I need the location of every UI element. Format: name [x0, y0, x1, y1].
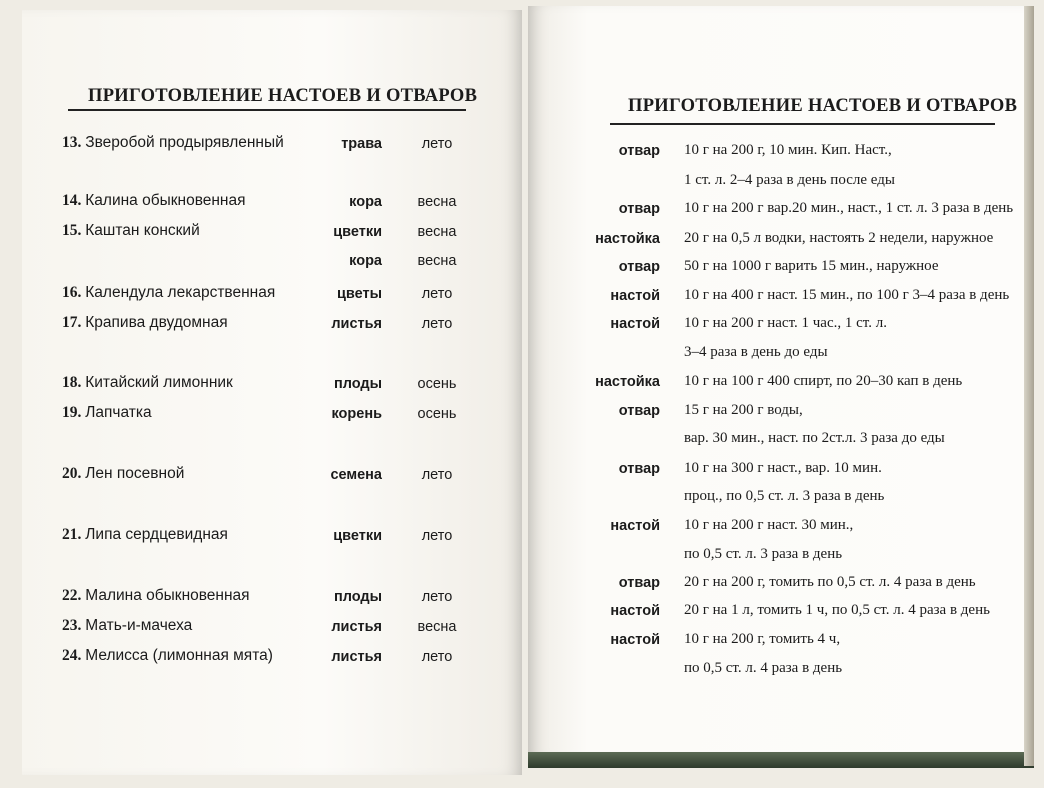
recipe-text: 15 г на 200 г воды, [684, 402, 803, 418]
preparation-method: настой [610, 632, 660, 648]
herb-name-text: Калина обыкновенная [85, 192, 246, 209]
left-header-rule [68, 109, 466, 111]
herb-number: 16. [62, 284, 82, 301]
plant-part: листья [331, 619, 382, 635]
preparation-method: настой [610, 316, 660, 332]
herb-name [62, 587, 250, 605]
harvest-season: лето [421, 467, 453, 483]
herb-name [62, 222, 200, 240]
plant-part: корень [331, 406, 382, 422]
herb-number: 15. [62, 222, 82, 239]
herb-name [62, 526, 228, 544]
herb-name [62, 647, 273, 665]
harvest-season: лето [421, 136, 453, 152]
herb-number: 13. [62, 134, 82, 151]
herb-number: 23. [62, 617, 82, 634]
plant-part: листья [331, 316, 382, 332]
recipe-text: по 0,5 ст. л. 4 раза в день [684, 660, 843, 676]
herb-number: 20. [62, 465, 82, 482]
herb-name-text: Липа сердцевидная [85, 526, 228, 543]
plant-part: семена [330, 467, 382, 483]
herb-name [62, 404, 152, 422]
right-page-header: ПРИГОТОВЛЕНИЕ НАСТОЕВ И ОТВАРОВ [628, 96, 1018, 116]
preparation-method: настойка [595, 231, 660, 247]
herb-name-text: Лапчатка [85, 404, 152, 421]
herb-number: 17. [62, 314, 82, 331]
herb-name [62, 192, 246, 210]
recipe-text: 10 г на 200 г наст. 30 мин., [684, 517, 854, 533]
preparation-method: настой [610, 288, 660, 304]
herb-number: 18. [62, 374, 82, 391]
herb-number: 14. [62, 192, 82, 209]
herb-number: 22. [62, 587, 82, 604]
recipe-text: проц., по 0,5 ст. л. 3 раза в день [684, 488, 885, 504]
preparation-method: отвар [618, 201, 660, 217]
herb-name-text: Календула лекарственная [85, 284, 276, 301]
recipe-text: 10 г на 300 г наст., вар. 10 мин. [684, 460, 882, 476]
herb-name-text: Каштан конский [85, 222, 200, 239]
recipe-text: 10 г на 100 г 400 спирт, по 20–30 кап в день [684, 373, 963, 389]
plant-part: цветы [337, 286, 382, 302]
preparation-method: отвар [618, 143, 660, 159]
harvest-season: осень [417, 406, 457, 422]
harvest-season: лето [421, 589, 453, 605]
recipe-text: 10 г на 200 г наст. 1 час., 1 ст. л. [684, 315, 887, 331]
herb-number: 21. [62, 526, 82, 543]
book-page-edges [1024, 6, 1034, 766]
recipe-text: 3–4 раза в день до еды [684, 344, 828, 360]
herb-name [62, 314, 228, 332]
harvest-season: весна [417, 194, 457, 210]
recipe-text: 10 г на 400 г наст. 15 мин., по 100 г 3–4 раза в день [684, 287, 1010, 303]
preparation-method: настой [610, 518, 660, 534]
recipe-text: 20 г на 1 л, томить 1 ч, по 0,5 ст. л. 4 раза в день [684, 602, 990, 618]
plant-part: кора [349, 253, 382, 269]
plant-part: плоды [333, 376, 382, 392]
recipe-text: 50 г на 1000 г варить 15 мин., наружное [684, 258, 939, 274]
harvest-season: лето [421, 286, 453, 302]
harvest-season: лето [421, 316, 453, 332]
harvest-season: лето [421, 649, 453, 665]
recipe-text: 10 г на 200 г вар.20 мин., наст., 1 ст. л. 3 раза в день [684, 200, 1014, 216]
plant-part: плоды [333, 589, 382, 605]
recipe-text: 20 г на 0,5 л водки, настоять 2 недели, наружное [684, 230, 994, 246]
herb-number: 24. [62, 647, 82, 664]
recipe-text: 1 ст. л. 2–4 раза в день после еды [684, 172, 895, 188]
recipe-text: 10 г на 200 г, томить 4 ч, [684, 631, 841, 647]
herb-name-text: Крапива двудомная [85, 314, 228, 331]
harvest-season: весна [417, 224, 457, 240]
preparation-method: отвар [618, 259, 660, 275]
herb-name [62, 374, 233, 392]
plant-part: трава [341, 136, 382, 152]
herb-name [62, 617, 192, 635]
herb-name-text: Мать-и-мачеха [85, 617, 193, 634]
book-cover-edge [528, 752, 1034, 768]
harvest-season: весна [417, 253, 457, 269]
preparation-method: отвар [618, 575, 660, 591]
recipe-text: по 0,5 ст. л. 3 раза в день [684, 546, 843, 562]
plant-part: цветки [333, 528, 382, 544]
left-page-header: ПРИГОТОВЛЕНИЕ НАСТОЕВ И ОТВАРОВ [88, 86, 478, 106]
preparation-method: настойка [595, 374, 660, 390]
harvest-season: весна [417, 619, 457, 635]
plant-part: кора [349, 194, 382, 210]
harvest-season: лето [421, 528, 453, 544]
harvest-season: осень [417, 376, 457, 392]
recipe-text: вар. 30 мин., наст. по 2ст.л. 3 раза до еды [684, 430, 945, 446]
plant-part: цветки [333, 224, 382, 240]
herb-name [62, 134, 284, 152]
herb-number: 19. [62, 404, 82, 421]
recipe-text: 20 г на 200 г, томить по 0,5 ст. л. 4 раза в день [684, 574, 976, 590]
herb-name-text: Мелисса (лимонная мята) [85, 647, 273, 664]
plant-part: листья [331, 649, 382, 665]
herb-name-text: Китайский лимонник [85, 374, 233, 391]
herb-name-text: Зверобой продырявленный [85, 134, 284, 151]
herb-name [62, 465, 184, 483]
herb-name [62, 284, 275, 302]
preparation-method: настой [610, 603, 660, 619]
recipe-text: 10 г на 200 г, 10 мин. Кип. Наст., [684, 142, 892, 158]
herb-name-text: Малина обыкновенная [85, 587, 250, 604]
right-header-rule [610, 123, 995, 125]
preparation-method: отвар [618, 461, 660, 477]
herb-name-text: Лен посевной [85, 465, 185, 482]
preparation-method: отвар [618, 403, 660, 419]
